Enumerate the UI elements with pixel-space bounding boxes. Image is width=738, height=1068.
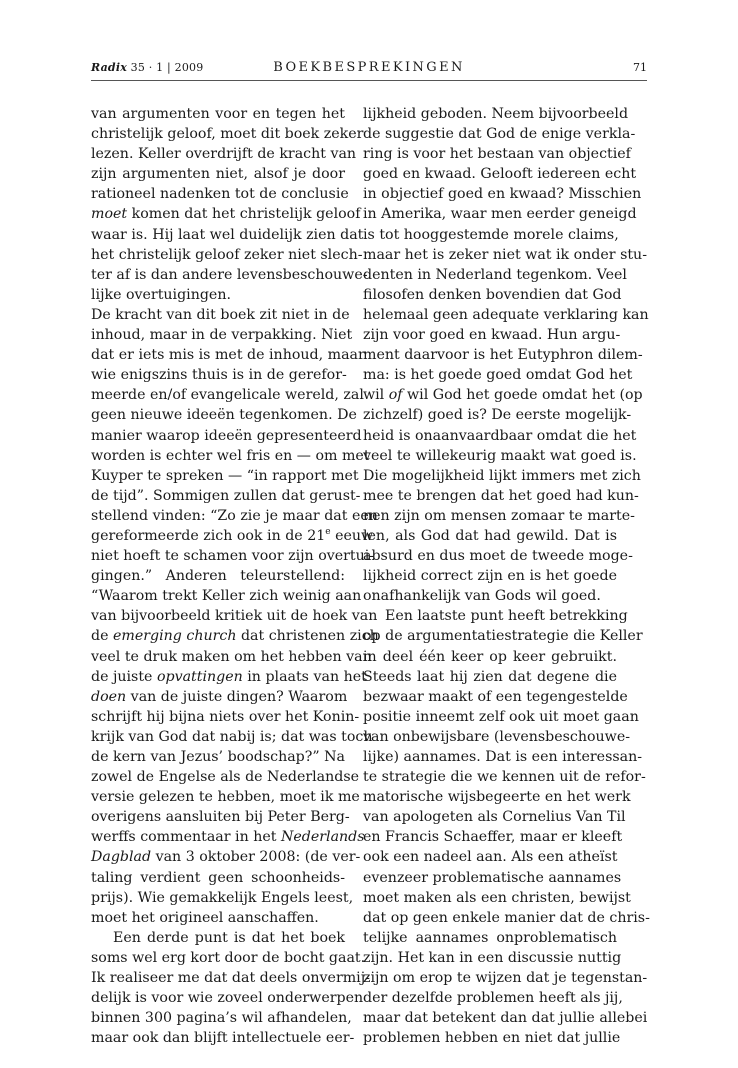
text-line: stellend vinden: “Zo zie je maar dat een — [91, 507, 378, 524]
text-line: veel te willekeurig maakt wat goed is. — [363, 447, 637, 464]
text-line: ook een nadeel aan. Als een atheïst — [363, 849, 618, 866]
journal-issue: 35 · 1 | 2009 — [130, 61, 204, 74]
text-line: ment daarvoor is het Eutyphron dilem- — [363, 347, 643, 364]
left-column — [91, 104, 379, 1048]
text-run: van 3 oktober 2008: (de ver- — [151, 849, 361, 866]
text-line: moet maken als een christen, bewijst — [363, 889, 631, 906]
text-line: overigens aansluiten bij Peter Berg- — [91, 809, 350, 826]
text-line: de suggestie dat God de enige verkla- — [363, 126, 636, 143]
text-line — [91, 204, 361, 224]
text-line: der dezelfde problemen heeft als jij, — [363, 990, 623, 1007]
text-line: van bijvoorbeeld kritiek uit de hoek van — [91, 608, 378, 625]
text-line: heid is onaanvaardbaar omdat die het — [363, 427, 637, 444]
text-line: inhoud, maar in de verpakking. Niet — [91, 327, 353, 344]
text-line: maar ook dan blijft intellectuele eer- — [91, 1030, 355, 1047]
text-line: prijs). Wie gemakkelijk Engels leest, — [91, 889, 354, 906]
text-line: positie inneemt zelf ook uit moet gaan — [363, 708, 639, 725]
text-line: moet het origineel aanschaffen. — [91, 909, 319, 926]
text-line: absurd en dus moet de tweede moge- — [363, 548, 633, 565]
italic-run: doen — [91, 688, 127, 705]
text-run: de — [91, 628, 113, 645]
text-line: zichzelf) goed is? De eerste mogelijk- — [363, 407, 632, 424]
text-line: bezwaar maakt of een tegengestelde — [363, 688, 628, 705]
text-line — [91, 526, 374, 546]
text-line: versie gelezen te hebben, moet ik me — [91, 789, 360, 806]
text-line: zijn voor goed en kwaad. Hun argu- — [363, 327, 621, 344]
text-run: gereformeerde zich ook in de 21 — [91, 527, 326, 544]
text-run: van de juiste dingen? Waarom — [126, 688, 348, 705]
text-line: lijkheid correct zijn en is het goede — [363, 568, 618, 585]
text-line: lijkheid geboden. Neem bijvoorbeeld — [363, 106, 629, 122]
text-line: binnen 300 pagina’s wil afhandelen, — [91, 1010, 352, 1027]
text-line: Een laatste punt heeft betrekking — [385, 608, 628, 625]
journal-name: Radix — [91, 61, 127, 74]
text-line: mee te brengen dat het goed had kun- — [363, 487, 639, 504]
italic-run: opvattingen — [156, 668, 243, 685]
text-run: komen dat het christelijk geloof — [127, 206, 361, 223]
italic-run: Dagblad — [91, 849, 152, 866]
text-line: delijk is voor wie zoveel onderwerpen — [91, 990, 364, 1007]
text-line: filosofen denken bovendien dat God — [363, 286, 622, 303]
text-line — [91, 847, 361, 867]
text-line — [91, 626, 379, 646]
text-line: zijn argumenten niet, alsof je door — [91, 166, 345, 183]
text-line: maar dat betekent dan dat jullie allebei — [363, 1010, 648, 1027]
text-run: in plaats van het — [242, 668, 367, 685]
text-line: het christelijk geloof zeker niet slech- — [91, 246, 363, 263]
text-run: werffs commentaar in het — [91, 829, 281, 846]
text-line: waar is. Hij laat wel duidelijk zien dat — [91, 226, 364, 243]
text-line: dat op geen enkele manier dat de chris- — [363, 909, 650, 926]
italic-run: of — [388, 387, 403, 404]
text-line: dat er iets mis is met de inhoud, maar — [91, 347, 365, 364]
text-line: niet hoeft te schamen voor zijn overtui- — [91, 548, 375, 565]
text-line: nen zijn om mensen zomaar te marte- — [363, 507, 635, 524]
text-line: worden is echter wel fris en — om met — [91, 447, 370, 464]
text-line: zijn om erop te wijzen dat je tegenstan- — [363, 970, 648, 987]
text-line: lijke) aannames. Dat is een interessan- — [363, 749, 643, 765]
text-line — [363, 385, 643, 405]
text-line — [91, 687, 348, 707]
text-line: rationeel nadenken tot de conclusie — [91, 186, 349, 203]
text-line: soms wel erg kort door de bocht gaat. — [91, 949, 366, 966]
header-rule — [91, 80, 647, 81]
text-line: denten in Nederland tegenkom. Veel — [363, 266, 627, 283]
text-line: taling verdient geen schoonheids- — [91, 869, 345, 886]
text-line — [91, 827, 365, 847]
text-line: evenzeer problematische aannames — [363, 869, 622, 886]
text-line: Steeds laat hij zien dat degene die — [363, 668, 617, 685]
text-line: Ik realiseer me dat dat deels onvermij- — [91, 970, 370, 987]
italic-run: moet — [91, 206, 128, 223]
text-line: zijn. Het kan in een discussie nuttig — [363, 949, 622, 966]
text-line: van argumenten voor en tegen het — [91, 106, 345, 122]
text-run: wil God het goede omdat het (op — [402, 387, 643, 404]
text-line: problemen hebben en niet dat jullie — [363, 1030, 621, 1047]
text-line: manier waarop ideeën gepresenteerd — [91, 427, 362, 444]
text-line: Kuyper te spreken — “in rapport met — [91, 467, 359, 484]
right-column — [363, 104, 650, 1048]
text-line: gingen.” Anderen teleurstellend: — [91, 568, 345, 585]
text-line: schrijft hij bijna niets over het Konin- — [91, 708, 360, 725]
text-line: onafhankelijk van Gods wil goed. — [363, 588, 601, 605]
text-line: veel te druk maken om het hebben van — [91, 648, 372, 665]
text-run: dat christenen zich — [236, 628, 379, 645]
section-title: BOEKBESPREKINGEN — [273, 60, 465, 75]
text-line: christelijk geloof, moet dit boek zeker — [91, 126, 364, 143]
text-line: Een derde punt is dat het boek — [113, 929, 345, 946]
text-line: in objectief goed en kwaad? Misschien — [363, 186, 642, 203]
text-line: telijke aannames onproblematisch — [363, 929, 617, 946]
running-header — [91, 60, 647, 80]
page-number: 71 — [633, 61, 647, 74]
text-line: helemaal geen adequate verklaring kan — [363, 306, 649, 323]
text-line: wie enigszins thuis is in de gerefor- — [91, 367, 347, 384]
text-line: lezen. Keller overdrijft de kracht van — [91, 146, 357, 163]
text-line: lijke overtuigingen. — [91, 286, 231, 303]
text-line: De kracht van dit boek zit niet in de — [91, 306, 350, 323]
text-line: matorische wijsbegeerte en het werk — [363, 789, 631, 806]
italic-run: Nederlands — [280, 829, 365, 846]
text-line: van apologeten als Cornelius Van Til — [363, 809, 626, 826]
text-run: eeuw — [330, 527, 374, 544]
text-line: zowel de Engelse als de Nederlandse — [91, 769, 360, 786]
text-line: in Amerika, waar men eerder geneigd — [363, 206, 637, 223]
text-line: len, als God dat had gewild. Dat is — [363, 527, 617, 544]
text-line — [91, 667, 367, 687]
text-line: ma: is het goede goed omdat God het — [363, 367, 633, 384]
text-line: de kern van Jezus’ boodschap?” Na — [91, 749, 345, 765]
text-line: te strategie die we kennen uit de refor- — [363, 769, 646, 786]
text-line: maar het is zeker niet wat ik onder stu- — [363, 246, 647, 263]
text-line: “Waarom trekt Keller zich weinig aan — [91, 588, 362, 605]
text-line: ring is voor het bestaan van objectief — [363, 146, 631, 163]
text-line: meerde en/of evangelicale wereld, zal — [91, 387, 364, 404]
text-line: en Francis Schaeffer, maar er kleeft — [363, 829, 623, 846]
text-line: in deel één keer op keer gebruikt. — [363, 648, 617, 665]
text-line: van onbewijsbare (levensbeschouwe- — [363, 728, 631, 745]
text-line: ter af is dan andere levensbeschouwe- — [91, 266, 368, 283]
text-line: de tijd”. Sommigen zullen dat gerust- — [91, 487, 361, 504]
text-run: de juiste — [91, 668, 157, 685]
text-line: is tot hooggestemde morele claims, — [363, 226, 619, 243]
text-run: wil — [363, 387, 389, 404]
text-line: krijk van God dat nabij is; dat was toch — [91, 728, 373, 745]
italic-run: emerging church — [113, 628, 237, 645]
superscript: e — [325, 526, 331, 537]
text-line: goed en kwaad. Gelooft iedereen echt — [363, 166, 637, 183]
text-line: Die mogelijkheid lijkt immers met zich — [363, 467, 641, 484]
text-line: geen nieuwe ideeën tegenkomen. De — [91, 407, 357, 424]
text-line: op de argumentatiestrategie die Keller — [363, 628, 643, 645]
